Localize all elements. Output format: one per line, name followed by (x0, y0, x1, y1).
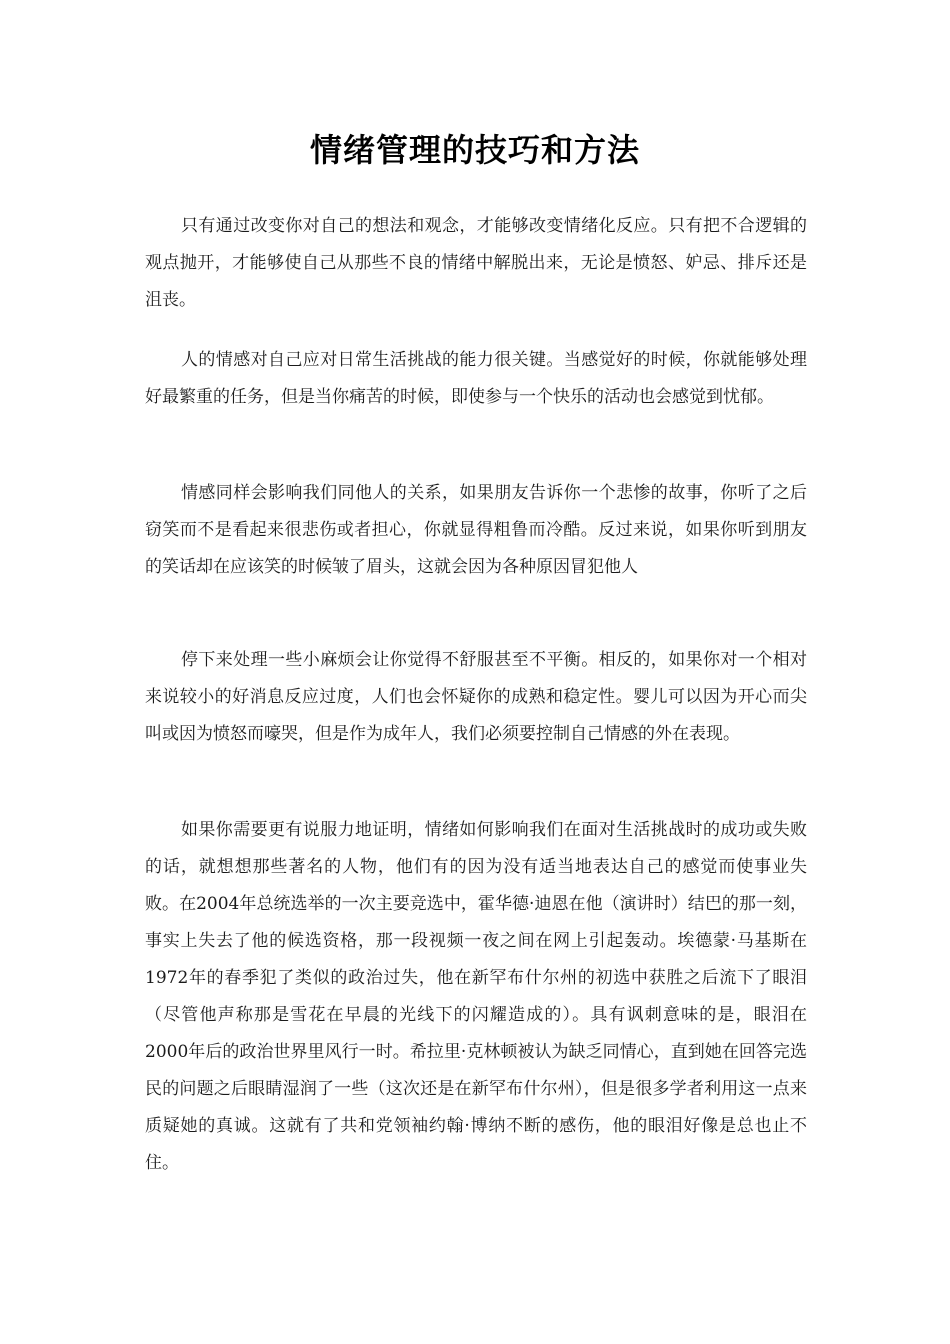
paragraph-5: 如果你需要更有说服力地证明，情绪如何影响我们在面对生活挑战时的成功或失败的话，就想想那些著名的人物，他们有的因为没有适当地表达自己的感觉而使事业失败。在2004年总统选举的一次主要竞选中，霍华德·迪恩在他（演讲时）结巴的那一刻，事实上失去了他的候选资格，那一段视频一夜之间在网上引起轰动。埃德蒙·马基斯在1972年的春季犯了类似的政治过失，他在新罕布什尔州的初选中获胜之后流下了眼泪（尽管他声称那是雪花在早晨的光线下的闪耀造成的）。具有讽刺意味的是，眼泪在2000年后的政治世界里风行一时。希拉里·克林顿被认为缺乏同情心，直到她在回答完选民的问题之后眼睛湿润了一些（这次还是在新罕布什尔州），但是很多学者利用这一点来质疑她的真诚。这就有了共和党领袖约翰·博纳不断的感伤，他的眼泪好像是总也止不住。 (145, 820, 807, 1173)
paragraph-2: 人的情感对自己应对日常生活挑战的能力很关键。当感觉好的时候，你就能够处理好最繁重的任务，但是当你痛苦的时候，即使参与一个快乐的活动也会感觉到忧郁。 (145, 350, 807, 407)
paragraph-3: 情感同样会影响我们同他人的关系，如果朋友告诉你一个悲惨的故事，你听了之后窃笑而不是看起来很悲伤或者担心，你就显得粗鲁而冷酷。反过来说，如果你听到朋友的笑话却在应该笑的时候皱了眉头，这就会因为各种原因冒犯他人 (145, 483, 807, 577)
page-title: 情绪管理的技巧和方法 (309, 131, 640, 169)
paragraph-1: 只有通过改变你对自己的想法和观念，才能够改变情绪化反应。只有把不合逻辑的观点抛开，才能够使自己从那些不良的情绪中解脱出来，无论是愤怒、妒忌、排斥还是沮丧。 (145, 216, 807, 310)
paragraph-4: 停下来处理一些小麻烦会让你觉得不舒服甚至不平衡。相反的，如果你对一个相对来说较小的好消息反应过度，人们也会怀疑你的成熟和稳定性。婴儿可以因为开心而尖叫或因为愤怒而嚎哭，但是作为成年人，我们必须要控制自己情感的外在表现。 (145, 650, 807, 744)
